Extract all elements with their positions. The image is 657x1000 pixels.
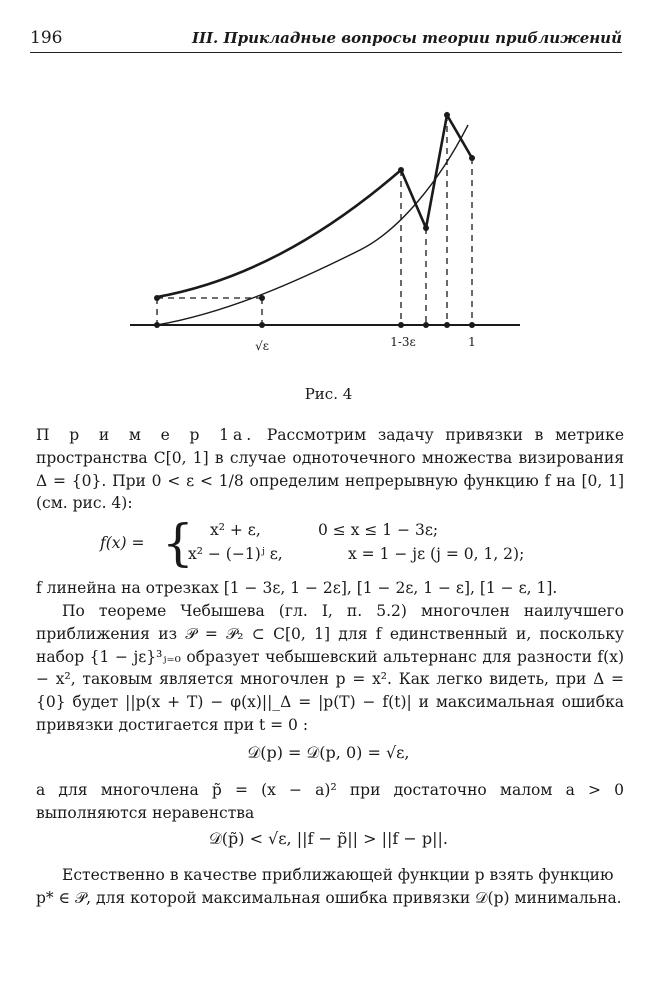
tick-mid1 (423, 322, 429, 328)
paragraph-example (36, 424, 624, 515)
point-a (398, 167, 404, 173)
tick-1 (469, 322, 475, 328)
formula-case2-cond: x = 1 − jε (j = 0, 1, 2); (348, 545, 525, 563)
tick-sqrt-eps (259, 322, 265, 328)
piecewise-formula (100, 514, 600, 572)
point-origin (154, 322, 160, 328)
running-title: III. Прикладные вопросы теории приближений (191, 29, 622, 47)
paragraph-chebyshev: По теореме Чебышева (гл. I, п. 5.2) многочлен наилучшего приближения из 𝒫 = 𝒫₂ ⊂ C[0, 1] для f единственный и, поскольку набор {1 − jε}³ⱼ₌₀ образует чебышевский альтернанс для разности f(x) − x², таковым является многочлен p = x². Как легко видеть, при Δ = {0} будет ||p(x + T) − φ(x)||_Δ = |p(T) − f(t)| и максимальная ошибка привязки достигается при t = 0 : (36, 602, 624, 734)
formula-case2-expr: x² − (−1)ʲ ε, (188, 545, 283, 563)
display-equation-1: 𝒟(p) = 𝒟(p, 0) = √ε, (247, 743, 410, 762)
formula-case1-expr: x² + ε, (210, 521, 261, 539)
parabola-curve (157, 125, 468, 325)
linear-segments-line: f линейна на отрезках [1 − 3ε, 1 − 2ε], [1 − 2ε, 1 − ε], [1 − ε, 1]. (36, 579, 558, 597)
example-lead: П р и м е р 1а. (36, 426, 256, 444)
page-number: 196 (30, 28, 63, 48)
f-zigzag (401, 115, 472, 228)
point-b (423, 225, 429, 231)
f-curve (157, 170, 401, 297)
example-text: Рассмотрим задачу привязки в метрике пространства C[0, 1] в случае одноточечного множества визирования Δ = {0}. При 0 < ε < 1/8 определим непрерывную функцию f на [0, 1] (см. рис. 4): (36, 426, 624, 513)
tick-mid2 (444, 322, 450, 328)
paragraph-conclusion: Естественно в качестве приближающей функции p взять функцию p* ∈ 𝒫, для которой максимальная ошибка привязки 𝒟(p) минимальна. (36, 866, 622, 907)
display-equation-2: 𝒟(p̃) < √ε, ||f − p̃|| > ||f − p||. (208, 829, 448, 848)
formula-lhs: f(x) = (100, 534, 145, 552)
formula-brace: { (162, 514, 194, 572)
paragraph-polynomial: а для многочлена p̃ = (x − a)² при достаточно малом a > 0 выполняются неравенства (36, 781, 624, 822)
point-f0 (154, 295, 160, 301)
figure-4 (0, 60, 657, 360)
point-d (469, 155, 475, 161)
figure-caption: Рис. 4 (304, 385, 353, 403)
running-header (30, 26, 622, 53)
point-eps (259, 295, 265, 301)
tick-1-3eps (398, 322, 404, 328)
tick-label-1-3eps: 1-3ε (390, 335, 416, 349)
tick-label-sqrt-eps: √ε (255, 339, 269, 353)
point-c (444, 112, 450, 118)
tick-label-1: 1 (468, 335, 476, 349)
formula-case1-cond: 0 ≤ x ≤ 1 − 3ε; (318, 521, 439, 539)
